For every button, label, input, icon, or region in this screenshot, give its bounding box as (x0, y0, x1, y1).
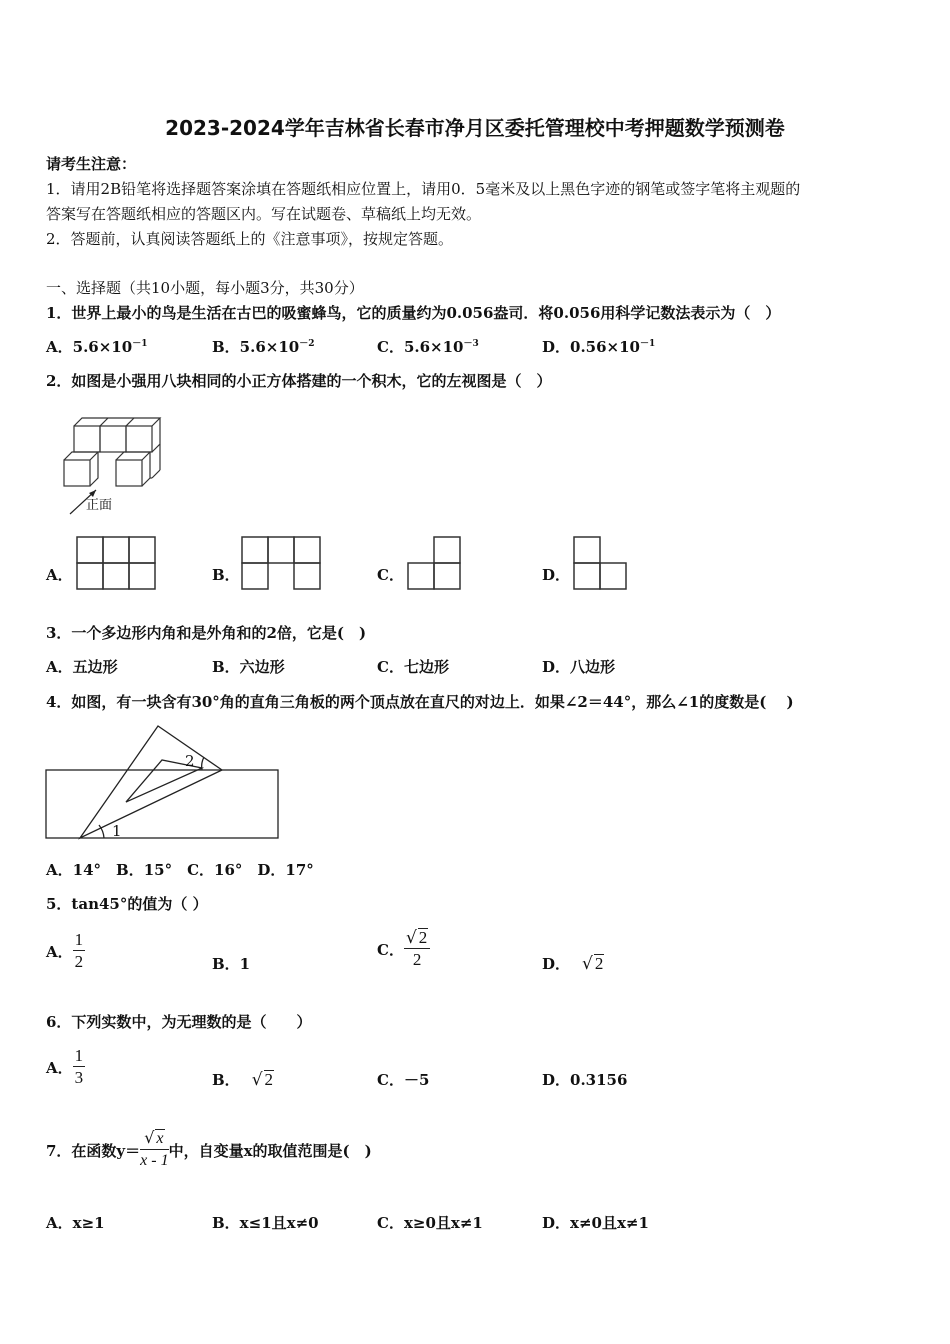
q3-stem: 3．一个多边形内角和是外角和的2倍，它是( ) (46, 624, 367, 642)
q2-option-d-label: D． (542, 566, 571, 584)
q7-option-b: B．x≤1且x≠0 (212, 1214, 319, 1232)
q1-option-c: C．$5.6\times 10^{-3}$ (377, 338, 479, 356)
q1-option-a: A．$5.6\times 10^{-1}$ (46, 338, 148, 356)
q1-option-b: B．$5.6\times 10^{-2}$ (212, 338, 315, 356)
q3-option-a: A．五边形 (46, 658, 118, 676)
q5-option-a: A． $\frac{1}{2}$ (46, 930, 84, 971)
page-title: 2023-2024学年吉林省长春市净月区委托管理校中考押题数学预测卷 (165, 116, 785, 140)
q7-option-c: C．x≥0且x≠1 (377, 1214, 483, 1232)
q1-option-d: D．$0.56\times 10^{-1}$ (542, 338, 656, 356)
q2-option-b-figure (241, 536, 321, 590)
q4-angle-2-label: 2 (185, 752, 195, 770)
q3-option-d: D．八边形 (542, 658, 616, 676)
q2-option-d-figure (573, 536, 627, 590)
q2-stem: 2．如图是小强用八块相同的小正方体搭建的一个积木，它的左视图是（ ） (46, 372, 552, 390)
q4-stem: 4．如图，有一块含有30°角的直角三角板的两个顶点放在直尺的对边上．如果∠2＝44°，那么∠1的度数是( ) (46, 693, 794, 711)
q3-option-b: B．六边形 (212, 658, 285, 676)
q7-option-a: A．x≥1 (46, 1214, 105, 1232)
q5-stem: 5．tan45°的值为（ ） (46, 895, 208, 913)
q4-ruler-triangle-figure (44, 724, 284, 844)
q2-option-a-figure (76, 536, 156, 590)
q7-option-d: D．x≠0且x≠1 (542, 1214, 649, 1232)
q1-stem: 1．世界上最小的鸟是生活在古巴的吸蜜蜂鸟，它的质量约为0.056盎司．将0.056用科学记数法表示为（ ） (46, 304, 781, 322)
q2-option-b-label: B． (212, 566, 240, 584)
q6-option-a: A． $\frac{1}{3}$ (46, 1046, 84, 1087)
q5-option-c: C． $\frac{√ 2}{2}$ (377, 928, 430, 971)
q6-a-fraction: $\frac{1}{3}$ (74, 1046, 84, 1087)
q2-option-c-label: C． (377, 566, 404, 584)
q3-option-c: C．七边形 (377, 658, 449, 676)
section-heading: 一、选择题（共10小题，每小题3分，共30分） (46, 279, 364, 297)
notice-heading: 请考生注意： (46, 155, 137, 173)
q2-front-label: 正面 (86, 498, 113, 513)
q4-options: A．14° B．15° C．16° D．17° (46, 861, 314, 879)
q2-option-c-figure (407, 536, 461, 590)
q5-c-fraction: $\frac{√ 2}{2}$ (404, 928, 430, 971)
notice-line-1: 1．请用2B铅笔将选择题答案涂填在答题纸相应位置上，请用0．5毫米及以上黑色字迹的钢笔或签字笔将主观题的 (46, 180, 801, 198)
q5-option-b: B．1 (212, 955, 251, 973)
q7-stem: 7．在函数y＝ $\frac{√ x}{x - 1}$ 中，自变量x的取值范围是( ) (46, 1128, 372, 1172)
notice-line-3: 2．答题前，认真阅读答题纸上的《注意事项》，按规定答题。 (46, 230, 454, 248)
q5-a-fraction: $\frac{1}{2}$ (74, 930, 84, 971)
q4-angle-1-label: 1 (112, 822, 122, 840)
q6-option-b: B． √ 2 (212, 1070, 274, 1090)
q6-stem: 6．下列实数中，为无理数的是（ ） (46, 1013, 312, 1031)
q6-option-d: D．0.3156 (542, 1071, 628, 1089)
notice-line-2: 答案写在答题纸相应的答题区内。写在试题卷、草稿纸上均无效。 (46, 205, 482, 223)
q7-function-fraction: $\frac{√ x}{x - 1}$ (140, 1128, 169, 1169)
q2-option-a-label: A． (46, 566, 73, 584)
q2-cube-figure (60, 412, 170, 517)
q6-option-c: C．－5 (377, 1071, 430, 1089)
q5-option-d: D． √ 2 (542, 954, 604, 974)
